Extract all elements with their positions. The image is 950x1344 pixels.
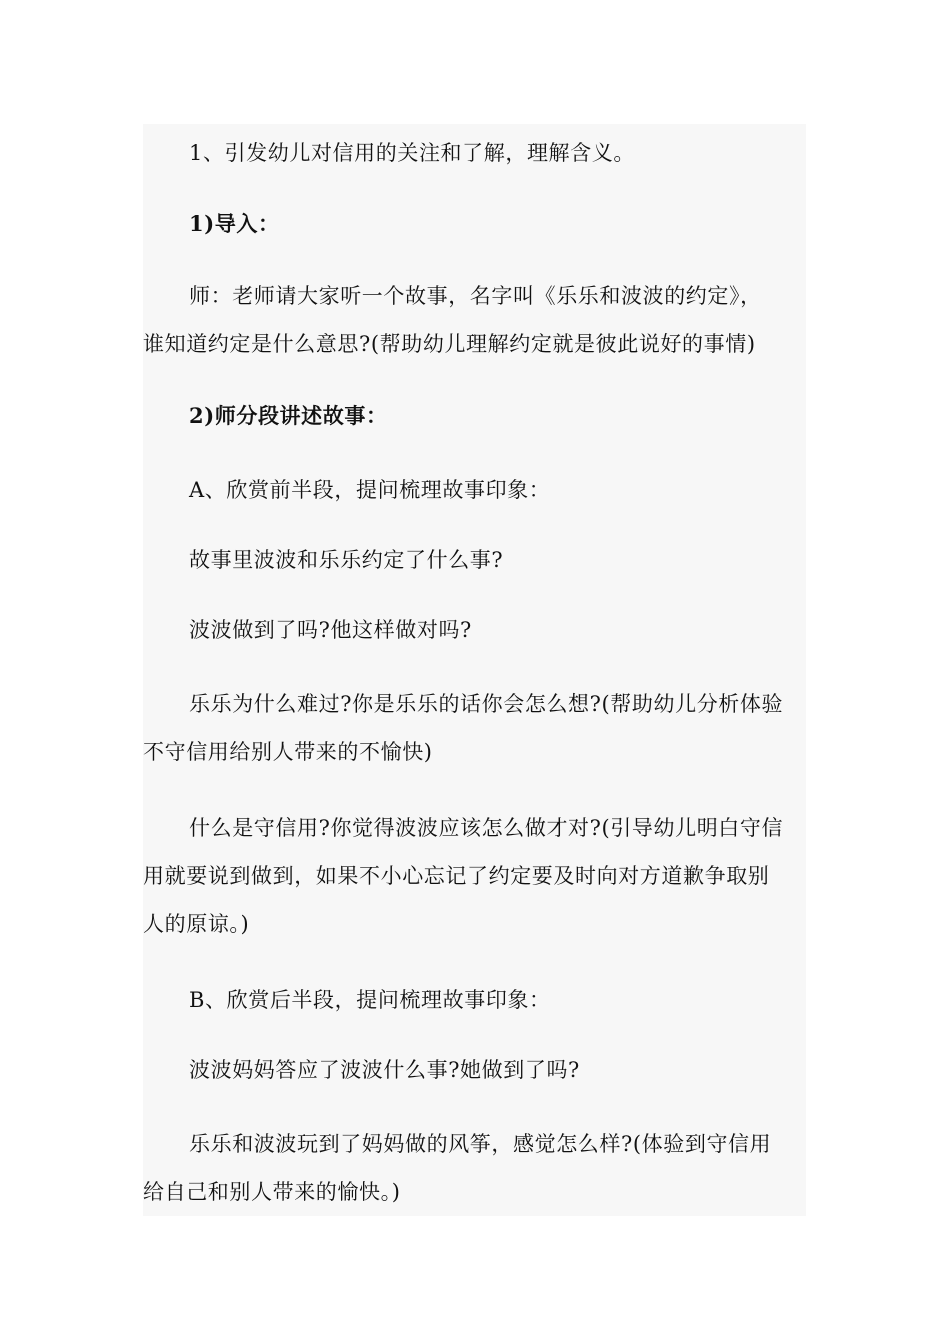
paragraph-part-b <box>143 976 806 1024</box>
text-line: 不守信用给别人带来的不愉快) <box>143 740 433 764</box>
question-2 <box>143 606 806 654</box>
paragraph-teacher-intro <box>143 272 806 368</box>
text-line: B、欣赏后半段，提问梳理故事印象： <box>189 988 551 1012</box>
text-line: A、欣赏前半段，提问梳理故事印象： <box>189 478 551 502</box>
text-line: 给自己和别人带来的愉快。) <box>143 1180 401 1204</box>
document-body <box>143 124 806 1216</box>
question-4 <box>143 804 806 948</box>
question-6 <box>143 1120 806 1216</box>
question-1 <box>143 536 806 584</box>
text-line: 波波妈妈答应了波波什么事?她做到了吗? <box>189 1058 580 1082</box>
question-5 <box>143 1046 806 1094</box>
text-line: 谁知道约定是什么意思?(帮助幼儿理解约定就是彼此说好的事情) <box>143 332 756 356</box>
text-line: 用就要说到做到，如果不小心忘记了约定要及时向对方道歉争取别 <box>143 864 770 888</box>
text-line: 2)师分段讲述故事： <box>189 403 388 428</box>
question-3 <box>143 680 806 776</box>
heading-storytelling <box>143 392 806 440</box>
text-line: 乐乐为什么难过?你是乐乐的话你会怎么想?(帮助幼儿分析体验 <box>189 692 784 716</box>
text-line: 故事里波波和乐乐约定了什么事? <box>189 548 504 572</box>
text-line: 1)导入： <box>189 211 280 236</box>
paragraph-part-a <box>143 466 806 514</box>
heading-introduction <box>143 200 806 248</box>
text-line: 师：老师请大家听一个故事，名字叫《乐乐和波波的约定》， <box>189 284 762 308</box>
text-line: 乐乐和波波玩到了妈妈做的风筝，感觉怎么样?(体验到守信用 <box>189 1132 772 1156</box>
text-line: 波波做到了吗?他这样做对吗? <box>189 618 472 642</box>
text-line: 1、引发幼儿对信用的关注和了解，理解含义。 <box>189 141 635 165</box>
text-line: 什么是守信用?你觉得波波应该怎么做才对?(引导幼儿明白守信 <box>189 816 784 840</box>
text-line: 人的原谅。) <box>143 912 250 936</box>
paragraph-objective <box>143 129 806 177</box>
